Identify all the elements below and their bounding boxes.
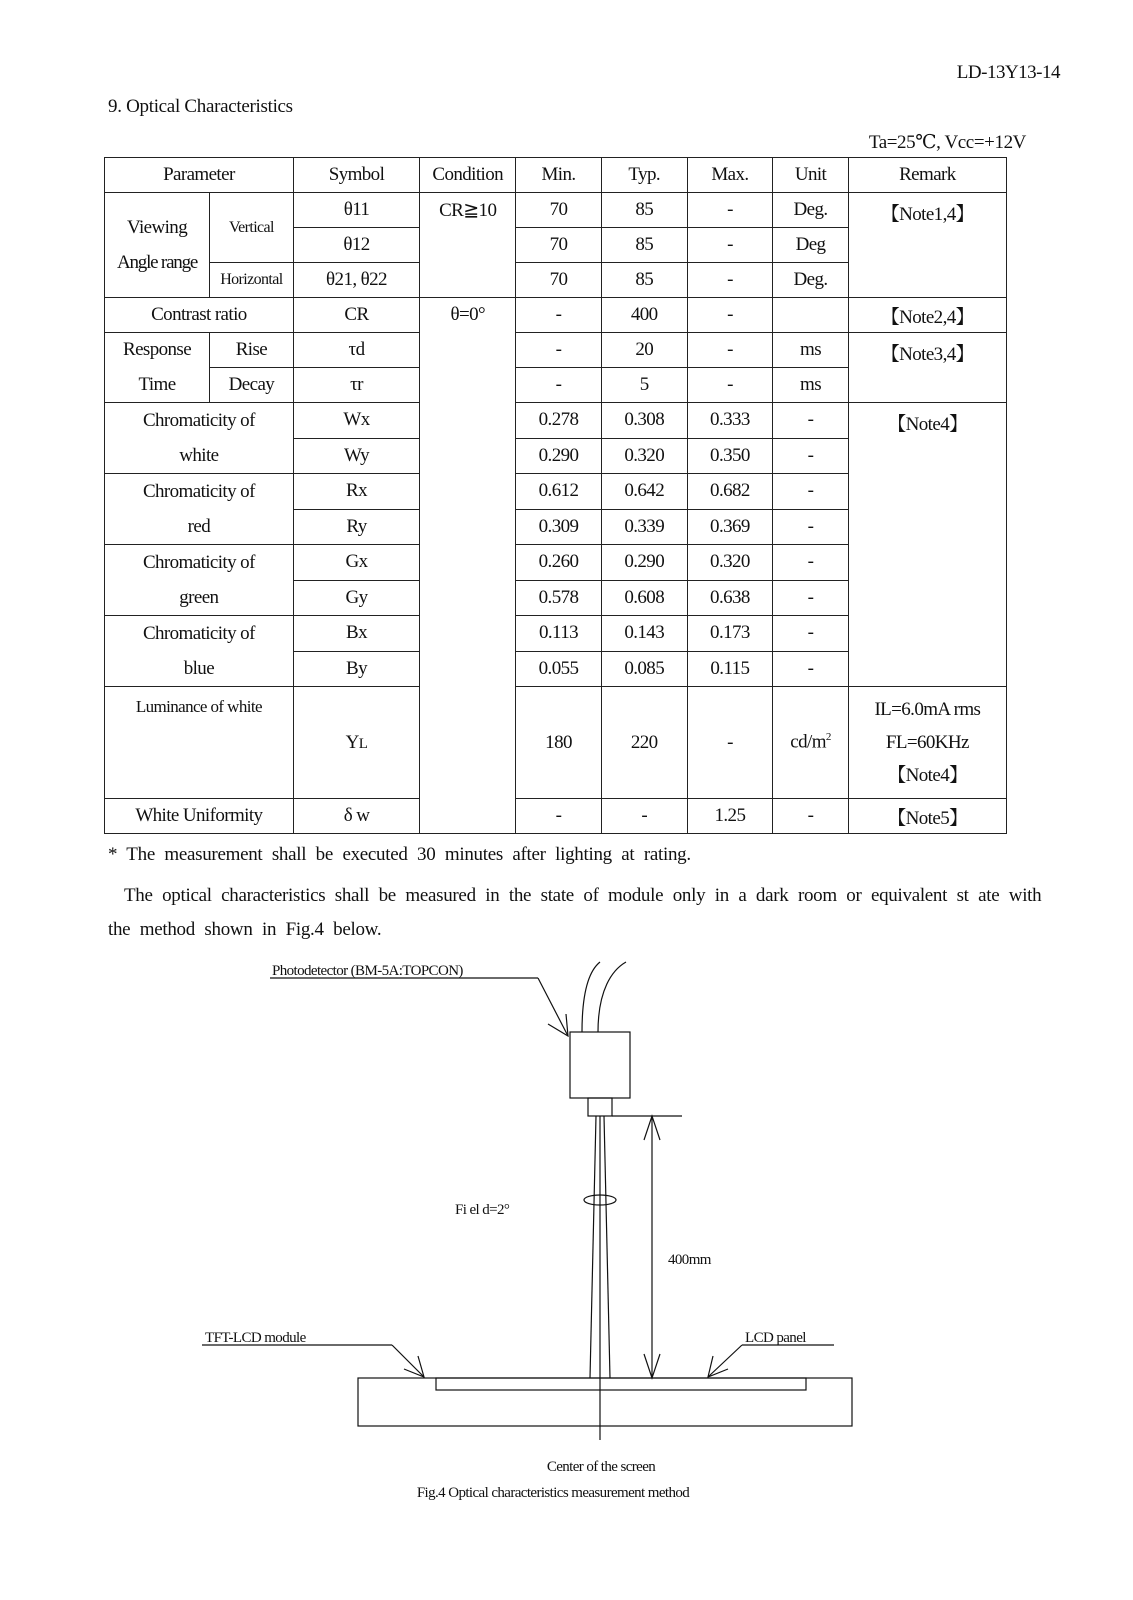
- header-min: Min.: [516, 158, 602, 193]
- min-cell: 0.578: [516, 580, 602, 616]
- luminance-remark: IL=6.0mA rms FL=60KHz 【Note4】: [848, 687, 1006, 799]
- luminance-unit-sup: 2: [825, 731, 831, 744]
- response-label: Response: [105, 333, 210, 368]
- unit-cell: -: [773, 474, 849, 510]
- figure-caption: Fig.4 Optical characteristics measurement method: [416, 1485, 690, 1500]
- min-cell: 180: [516, 687, 602, 799]
- method-note: The optical characteristics shall be measured in the state of module only in a dark room or equivalent st ate with the method shown in Fig.4 below.: [108, 885, 1042, 940]
- response-remark: 【Note3,4】: [848, 333, 1006, 403]
- table-row: [105, 333, 1007, 368]
- max-cell: -: [687, 263, 773, 298]
- cable-line: [582, 962, 600, 1032]
- table-row: [105, 298, 1007, 333]
- unit-cell: -: [773, 403, 849, 439]
- symbol-cell: τr: [293, 368, 420, 403]
- chromaticity-green-label: Chromaticity of green: [105, 545, 294, 616]
- measurement-figure: [0, 960, 1133, 1500]
- module-label: TFT-LCD module: [205, 1330, 306, 1346]
- min-cell: 70: [516, 228, 602, 263]
- typ-cell: 85: [601, 263, 687, 298]
- unit-cell: -: [773, 616, 849, 652]
- symbol-cell: Bx: [293, 616, 420, 652]
- symbol-cell: Wx: [293, 403, 420, 439]
- rise-label: Rise: [210, 333, 294, 368]
- response-time-label: Time: [105, 368, 210, 403]
- chromaticity-blue-label: Chromaticity of blue: [105, 616, 294, 687]
- luminance-label: Luminance of white: [105, 687, 294, 799]
- symbol-cell: Wy: [293, 438, 420, 474]
- unit-cell: [773, 298, 849, 333]
- typ-cell: 0.085: [601, 651, 687, 687]
- leader-line: [708, 1345, 742, 1377]
- header-remark: Remark: [848, 158, 1006, 193]
- cable-line: [598, 962, 626, 1032]
- max-cell: 0.115: [687, 651, 773, 687]
- panel-label: LCD panel: [745, 1330, 806, 1346]
- viewing-horizontal-label: Horizontal: [210, 263, 294, 298]
- min-cell: -: [516, 333, 602, 368]
- chromaticity-remark: 【Note4】: [848, 403, 1006, 687]
- max-cell: -: [687, 368, 773, 403]
- max-cell: -: [687, 298, 773, 333]
- symbol-cell: Gy: [293, 580, 420, 616]
- max-cell: -: [687, 193, 773, 228]
- min-cell: 0.612: [516, 474, 602, 510]
- typ-cell: 85: [601, 228, 687, 263]
- typ-cell: 0.339: [601, 509, 687, 545]
- contrast-condition: θ=0°: [420, 298, 516, 834]
- unit-cell: Deg.: [773, 193, 849, 228]
- photodetector-label: Photodetector (BM-5A:TOPCON): [272, 963, 463, 979]
- tft-lcd-module-shape: [358, 1378, 852, 1426]
- min-cell: -: [516, 799, 602, 834]
- section-title: 9. Optical Characteristics: [108, 96, 293, 117]
- typ-cell: 0.608: [601, 580, 687, 616]
- symbol-cell: By: [293, 651, 420, 687]
- unit-cell: -: [773, 580, 849, 616]
- contrast-label: Contrast ratio: [105, 298, 294, 333]
- symbol-cell: δ w: [293, 799, 420, 834]
- viewing-remark: 【Note1,4】: [848, 193, 1006, 298]
- min-cell: 70: [516, 193, 602, 228]
- header-typ: Typ.: [601, 158, 687, 193]
- typ-cell: 0.143: [601, 616, 687, 652]
- min-cell: 0.260: [516, 545, 602, 581]
- unit-cell: ms: [773, 333, 849, 368]
- max-cell: 0.320: [687, 545, 773, 581]
- optical-characteristics-table: [104, 157, 1007, 834]
- max-cell: 0.682: [687, 474, 773, 510]
- typ-cell: 220: [601, 687, 687, 799]
- min-cell: 0.113: [516, 616, 602, 652]
- typ-cell: 0.642: [601, 474, 687, 510]
- contrast-remark: 【Note2,4】: [848, 298, 1006, 333]
- unit-cell: -: [773, 438, 849, 474]
- max-cell: -: [687, 333, 773, 368]
- chromaticity-red-label: Chromaticity of red: [105, 474, 294, 545]
- viewing-condition: CR≧10: [420, 193, 516, 298]
- viewing-angle-label: Viewing Angle range: [105, 193, 210, 298]
- symbol-cell: Rx: [293, 474, 420, 510]
- typ-cell: 5: [601, 368, 687, 403]
- min-cell: 70: [516, 263, 602, 298]
- typ-cell: 0.290: [601, 545, 687, 581]
- min-cell: 0.309: [516, 509, 602, 545]
- max-cell: 0.333: [687, 403, 773, 439]
- luminance-symbol-sub: L: [358, 735, 368, 752]
- lcd-panel-shape: [436, 1378, 806, 1390]
- unit-cell: [773, 687, 849, 799]
- symbol-cell: τd: [293, 333, 420, 368]
- photodetector-body: [570, 1032, 630, 1098]
- typ-cell: 0.308: [601, 403, 687, 439]
- min-cell: 0.055: [516, 651, 602, 687]
- unit-cell: -: [773, 545, 849, 581]
- decay-label: Decay: [210, 368, 294, 403]
- symbol-cell: θ11: [293, 193, 420, 228]
- min-cell: -: [516, 368, 602, 403]
- header-parameter: Parameter: [105, 158, 294, 193]
- table-row: [105, 403, 1007, 439]
- luminance-symbol: Y: [345, 731, 359, 753]
- header-max: Max.: [687, 158, 773, 193]
- measurement-note: * The measurement shall be executed 30 minutes after lighting at rating.: [108, 844, 691, 865]
- unit-cell: Deg: [773, 228, 849, 263]
- max-cell: -: [687, 228, 773, 263]
- max-cell: -: [687, 687, 773, 799]
- document-id: LD-13Y13-14: [956, 62, 1060, 83]
- unit-cell: -: [773, 799, 849, 834]
- max-cell: 0.173: [687, 616, 773, 652]
- table-row: [105, 799, 1007, 834]
- symbol-cell: Ry: [293, 509, 420, 545]
- unit-cell: -: [773, 509, 849, 545]
- uniformity-label: White Uniformity: [105, 799, 294, 834]
- field-label: Fi el d=2°: [455, 1202, 510, 1218]
- typ-cell: 20: [601, 333, 687, 368]
- distance-label: 400mm: [668, 1252, 711, 1268]
- chromaticity-white-label: Chromaticity of white: [105, 403, 294, 474]
- table-row: [105, 193, 1007, 228]
- max-cell: 0.369: [687, 509, 773, 545]
- beam-line: [590, 1116, 596, 1378]
- symbol-cell: θ21, θ22: [293, 263, 420, 298]
- unit-cell: -: [773, 651, 849, 687]
- max-cell: 0.350: [687, 438, 773, 474]
- photodetector-lens: [588, 1098, 612, 1116]
- viewing-vertical-label: Vertical: [210, 193, 294, 263]
- min-cell: 0.290: [516, 438, 602, 474]
- table-row: [105, 687, 1007, 799]
- symbol-cell: CR: [293, 298, 420, 333]
- max-cell: 0.638: [687, 580, 773, 616]
- header-condition: Condition: [420, 158, 516, 193]
- center-label: Center of the screen: [546, 1459, 656, 1475]
- symbol-cell: Gx: [293, 545, 420, 581]
- typ-cell: -: [601, 799, 687, 834]
- luminance-unit: cd/m: [790, 731, 826, 753]
- symbol-cell: [293, 687, 420, 799]
- header-symbol: Symbol: [293, 158, 420, 193]
- beam-line: [604, 1116, 610, 1378]
- min-cell: 0.278: [516, 403, 602, 439]
- table-header-row: [105, 158, 1007, 193]
- typ-cell: 85: [601, 193, 687, 228]
- max-cell: 1.25: [687, 799, 773, 834]
- symbol-cell: θ12: [293, 228, 420, 263]
- typ-cell: 0.320: [601, 438, 687, 474]
- test-conditions: Ta=25℃, Vcc=+12V: [868, 132, 1026, 153]
- unit-cell: Deg.: [773, 263, 849, 298]
- header-unit: Unit: [773, 158, 849, 193]
- unit-cell: ms: [773, 368, 849, 403]
- typ-cell: 400: [601, 298, 687, 333]
- uniformity-remark: 【Note5】: [848, 799, 1006, 834]
- min-cell: -: [516, 298, 602, 333]
